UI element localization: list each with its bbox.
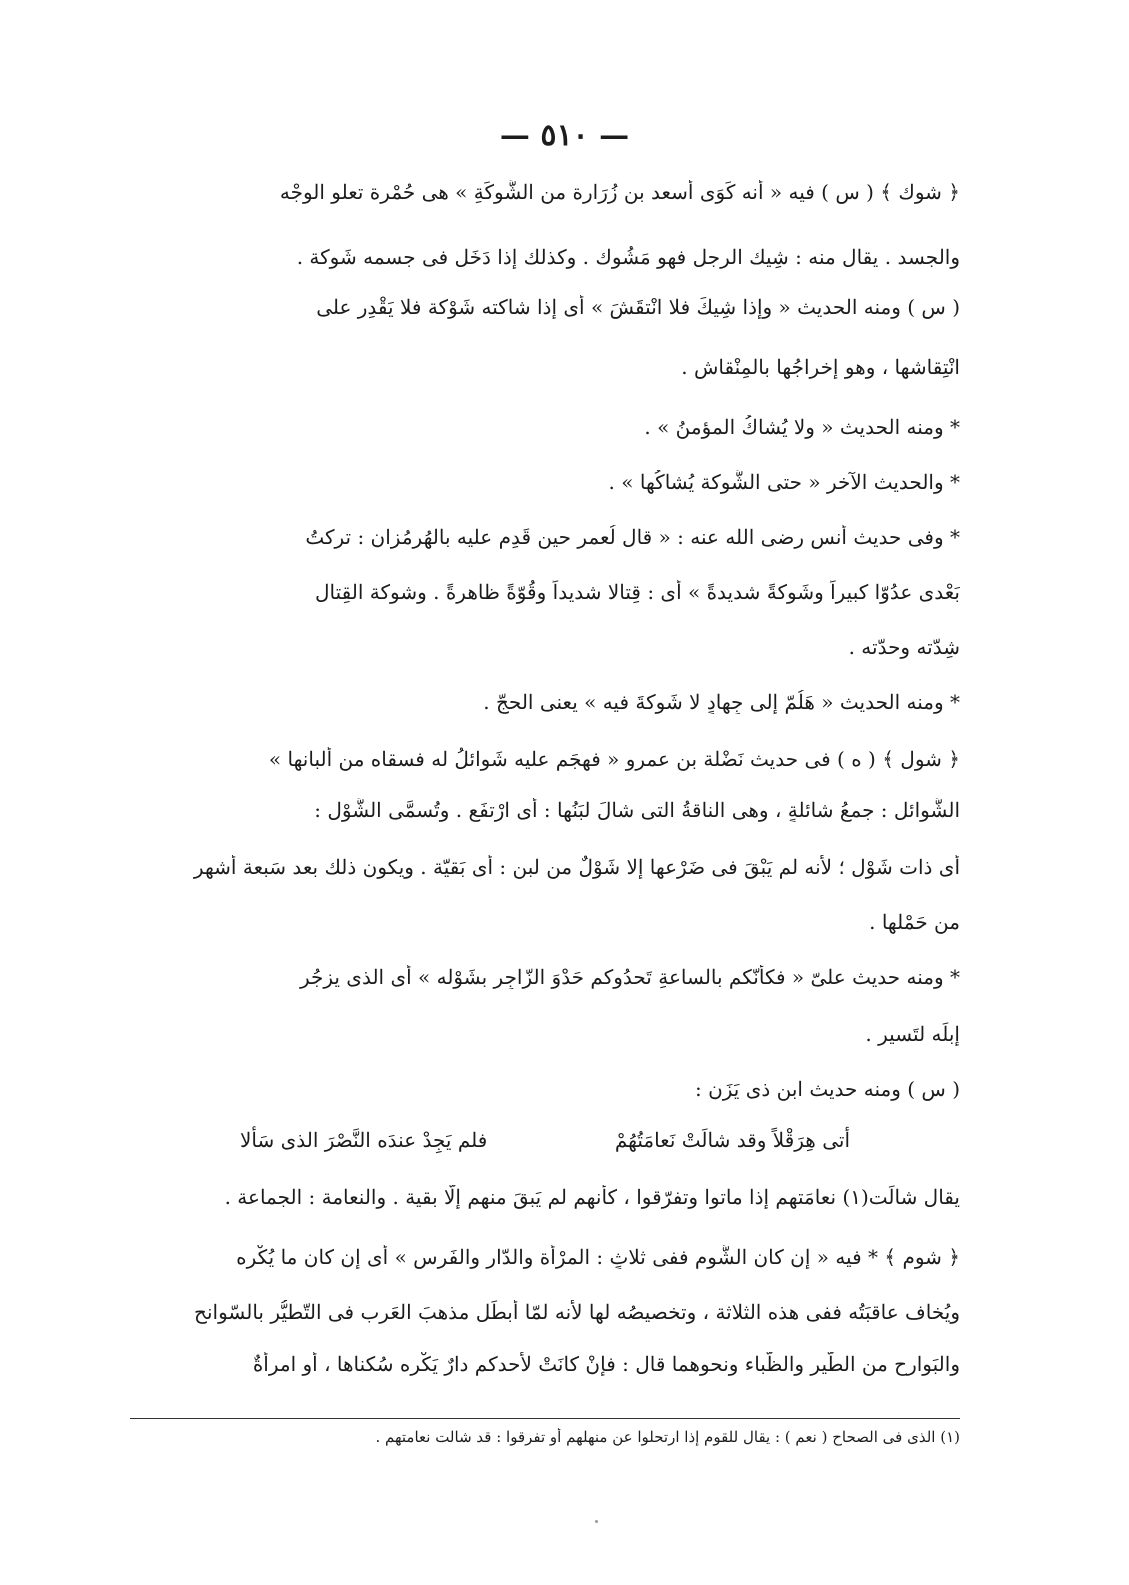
text-line-8: بَعْدى عدُوّا كبيراً وشَوكةً شديدةً » أى : قِتالا شديداً وقُوّةً ظاهرةً . وشوكة القِتال <box>314 580 960 604</box>
page-number: — ٥١٠ — <box>499 118 630 153</box>
text-line-10: * ومنه الحديث « هَلُمّ إلى جِهادٍ لا شَوكةَ فيه » يعنى الحجّ . <box>483 690 960 714</box>
text-line-14: من حَمْلها . <box>869 910 960 934</box>
text-line-17: ( س ) ومنه حديث ابن ذى يَزَن : <box>694 1077 960 1101</box>
text-line-19: ﴿ شوم ﴾ * فيه « إن كان الشُّوم ففى ثلاثٍ : المرْأة والدّار والفَرس » أى إن كان ما يُكْره <box>236 1245 960 1269</box>
scan-speck <box>595 1520 598 1523</box>
text-line-1: ﴿ شوك ﴾ ( س ) فيه « أنه كَوَى أسعد بن زُرَارة من الشَّوكَةِ » هى حُمْرة تعلو الوجْه <box>279 180 960 204</box>
footnote: (١) الذى فى الصحاح ( نعم ) : يقال للقوم إذا ارتحلوا عن منهلهم أو تفرقوا : قد شالت نعامتهم . <box>375 1428 960 1446</box>
verse-second-hemistich: فلم يَجِدْ عندَه النَّصْرَ الذى سَألا <box>240 1128 488 1152</box>
text-line-18: يقال شالَت(١) نعامَتهم إذا ماتوا وتفرّقوا ، كأنهم لم يَبقَ منهم إلّا بقية . والنعامة : الجماعة . <box>224 1185 960 1209</box>
verse-first-hemistich: أتى هِرَقْلاً وقد شالَتْ نَعامَتُهُمْ <box>614 1128 850 1152</box>
text-line-16: إبلَه لتَسير . <box>865 1022 960 1046</box>
text-line-3: ( س ) ومنه الحديث « وإذا شِيكَ فلا انْتقَشَ » أى إذا شاكته شَوْكة فلا يَقْدِر على <box>316 295 960 319</box>
text-line-2: والجسد . يقال منه : شِيك الرجل فهو مَشُوك . وكذلك إذا دَخَل فى جسمه شَوكة . <box>296 245 960 269</box>
text-line-7: * وفى حديث أنس رضى الله عنه : « قال لُعمر حين قَدِم عليه بالهُرمُزان : تركتُ <box>305 525 960 549</box>
text-line-21: والبَوارح من الطّير والظّباء ونحوهما قال : فإنْ كانَتْ لأحدكم دارٌ يَكْره سُكناها ، أو امرأةٌ <box>252 1352 960 1376</box>
footnote-divider <box>130 1418 960 1419</box>
text-line-4: انْتِقاشها ، وهو إخراجُها بالمِنْقاش . <box>681 355 960 379</box>
text-line-13: أى ذات شَوْلٍ ؛ لأنه لم يَبْقَ فى ضَرْعها إلا شَوْلٌ من لبنٍ : أى بَقيّة . ويكون ذلك بعد سَبعة أشهر <box>193 855 960 879</box>
text-line-12: الشَّوائل : جمعُ شائلةٍ ، وهى الناقةُ التى شالَ لبَنُها : أى ارْتفَع . وتُسمَّى الشَّوْل : <box>314 798 960 822</box>
text-line-11: ﴿ شول ﴾ ( ه ) فى حديث نَضْلة بن عمرو « فهجَم عليه شَوائلُ له فسقاه من ألبانها » <box>268 747 960 771</box>
text-line-20: ويُخاف عاقبَتُه ففى هذه الثلاثة ، وتخصيصُه لها لأنه لمّا أبطَل مذهبَ العَرب فى التّطيُّر بالسّوانح <box>194 1300 960 1324</box>
text-line-9: شِدّته وحدّته . <box>848 635 960 659</box>
text-line-6: * والحديث الآخر « حتى الشَّوكة يُشاكُها » . <box>608 470 960 494</box>
text-line-15: * ومنه حديث علىّ « فكأنّكم بالساعةِ تَحدُوكم حَدْوَ الزّاجِرِ بشَوْله » أى الذى يزجُر <box>299 965 960 989</box>
text-line-5: * ومنه الحديث « ولا يُشاكُ المؤمنُ » . <box>644 415 960 439</box>
